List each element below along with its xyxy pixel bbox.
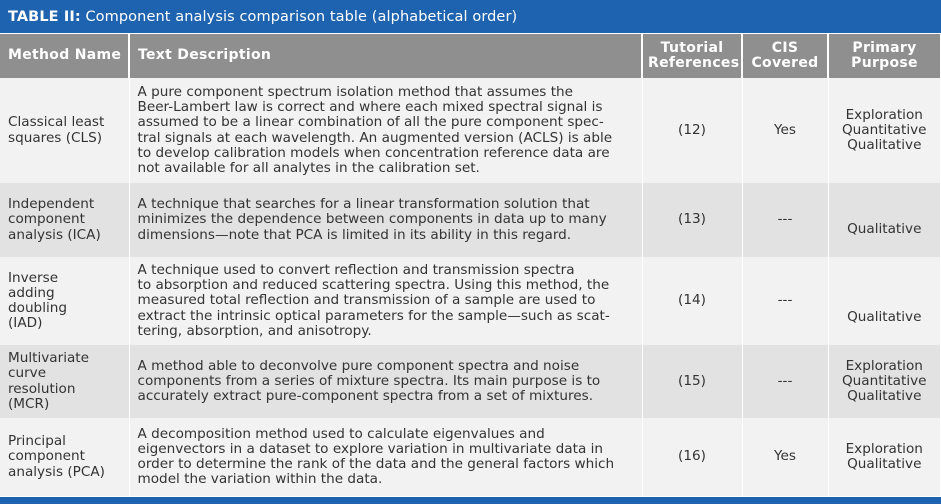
purpose-line: Exploration <box>845 106 923 123</box>
primary-purpose-cell <box>828 78 940 183</box>
description-line: minimizes the dependence between components in data up to many <box>137 211 607 228</box>
table-row <box>0 418 940 496</box>
header-tutorial-line1: Tutorial <box>660 39 724 56</box>
method-name-line: Inverse <box>8 269 59 286</box>
purpose-line: Quantitative <box>841 372 927 389</box>
method-name-line: Principal <box>8 433 66 450</box>
description-line: not available for all analytes in the calibration set. <box>137 159 480 176</box>
description-cell <box>129 78 642 183</box>
method-name-line: curve <box>8 365 47 382</box>
header-primary-purpose <box>828 34 940 78</box>
description-line: A method able to deconvolve pure component spectra and noise <box>137 357 580 374</box>
purpose-line: Quantitative <box>841 121 927 138</box>
header-purpose-line1: Primary <box>852 39 917 56</box>
method-name-line: adding <box>8 284 55 301</box>
description-cell <box>129 183 642 257</box>
method-name-cell <box>0 78 129 183</box>
purpose-line: Qualitative <box>847 220 922 237</box>
reference-cell: (15) <box>642 345 742 418</box>
method-name-line: component <box>8 448 85 465</box>
method-name-line: (MCR) <box>8 395 50 412</box>
description-line: to absorption and reduced scattering spectra. Using this method, the <box>137 277 610 294</box>
method-name-line: resolution <box>8 380 76 397</box>
description-line: to develop calibration models when concentration reference data are <box>137 144 610 161</box>
description-line: components from a series of mixture spectra. Its main purpose is to <box>137 372 601 389</box>
header-purpose-line2: Purpose <box>851 55 918 71</box>
reference-cell: (12) <box>642 78 742 183</box>
description-cell <box>129 257 642 345</box>
method-name-line: analysis (ICA) <box>8 226 101 243</box>
header-cis-line1: CIS <box>771 39 799 56</box>
reference-cell: (16) <box>642 418 742 496</box>
table-row <box>0 183 940 257</box>
primary-purpose-cell <box>828 345 940 418</box>
primary-purpose-cell <box>828 257 940 345</box>
method-name-line: Multivariate <box>8 350 89 367</box>
header-method-name: Method Name <box>0 34 129 78</box>
description-line: tering, absorption, and anisotropy. <box>137 322 372 339</box>
method-name-line: (IAD) <box>8 315 43 332</box>
method-name-cell <box>0 183 129 257</box>
description-line: accurately extract pure-component spectra from a set of mixtures. <box>137 388 594 405</box>
purpose-line: Qualitative <box>847 308 922 325</box>
header-cis-line2: Covered <box>751 55 819 71</box>
description-line: A technique used to convert reflection and transmission spectra <box>137 261 575 278</box>
comparison-table <box>0 34 940 496</box>
description-cell <box>129 345 642 418</box>
bottom-rule <box>0 497 941 504</box>
table-title <box>0 0 941 33</box>
cis-covered-cell: --- <box>742 183 828 257</box>
method-name-cell <box>0 418 129 496</box>
table-row <box>0 345 940 418</box>
method-name-line: analysis (PCA) <box>8 463 105 480</box>
table-label: TABLE II: <box>8 9 81 25</box>
header-text-description: Text Description <box>129 34 642 78</box>
purpose-line: Qualitative <box>847 137 922 154</box>
purpose-line: Exploration <box>845 357 923 374</box>
description-cell <box>129 418 642 496</box>
cis-covered-cell: --- <box>742 345 828 418</box>
purpose-line: Qualitative <box>847 388 922 405</box>
description-line: eigenvectors in a dataset to explore variation in multivariate data in <box>137 440 603 457</box>
table-caption: Component analysis comparison table (alphabetical order) <box>85 9 518 25</box>
description-line: assumed to be a linear combination of all the pure component spec- <box>137 114 604 131</box>
table-body <box>0 78 940 496</box>
purpose-line: Exploration <box>845 440 923 457</box>
header-tutorial-references <box>642 34 742 78</box>
description-line: A decomposition method used to calculate eigenvalues and <box>137 425 545 442</box>
description-line: model the variation within the data. <box>137 471 383 488</box>
reference-cell: (13) <box>642 183 742 257</box>
description-line: dimensions—note that PCA is limited in its ability in this regard. <box>137 226 572 243</box>
cis-covered-cell: --- <box>742 257 828 345</box>
method-name-line: component <box>8 211 85 228</box>
header-tutorial-line2: References <box>648 55 740 71</box>
reference-cell: (14) <box>642 257 742 345</box>
header-cis-covered <box>742 34 828 78</box>
method-name-line: Classical least <box>8 114 105 131</box>
description-line: A technique that searches for a linear transformation solution that <box>137 196 590 213</box>
cis-covered-cell: Yes <box>742 418 828 496</box>
description-line: tral signals at each wavelength. An augmented version (ACLS) is able <box>137 129 613 146</box>
primary-purpose-cell <box>828 183 940 257</box>
method-name-cell <box>0 257 129 345</box>
method-name-line: doubling <box>8 300 67 316</box>
description-line: extract the intrinsic optical parameters for the sample—such as scat- <box>137 307 610 324</box>
description-line: Beer-Lambert law is correct and where each mixed spectral signal is <box>137 99 603 116</box>
description-line: measured total reflection and transmission of a sample are used to <box>137 292 596 309</box>
purpose-line: Qualitative <box>847 456 922 472</box>
method-name-line: squares (CLS) <box>8 129 103 146</box>
header-row <box>0 34 940 78</box>
table-row <box>0 78 940 183</box>
description-line: A pure component spectrum isolation method that assumes the <box>137 83 574 100</box>
method-name-cell <box>0 345 129 418</box>
description-line: order to determine the rank of the data and the general factors which <box>137 456 615 472</box>
cis-covered-cell: Yes <box>742 78 828 183</box>
primary-purpose-cell <box>828 418 940 496</box>
table-row <box>0 257 940 345</box>
method-name-line: Independent <box>8 196 95 213</box>
